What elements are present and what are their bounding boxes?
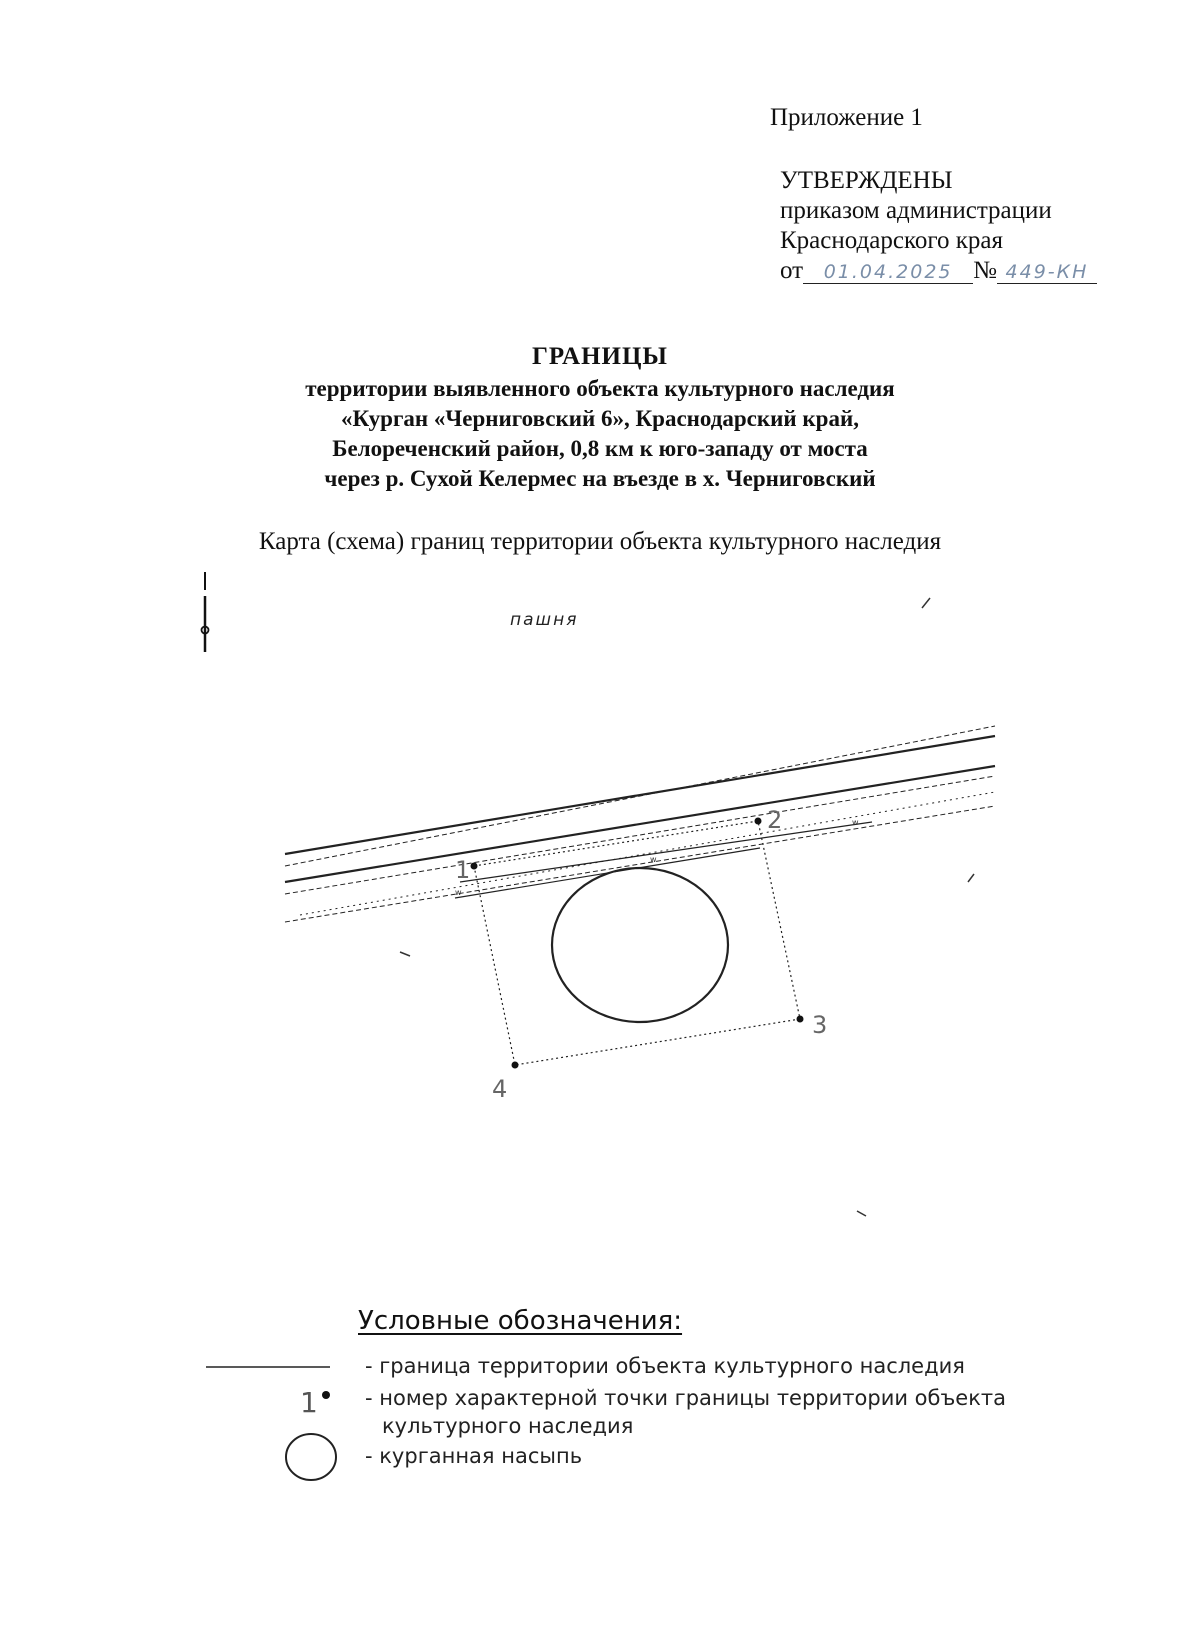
circle-icon bbox=[286, 1434, 336, 1480]
appendix-label: Приложение 1 bbox=[770, 104, 923, 131]
scan-mark bbox=[968, 874, 974, 882]
legend-item-mound: - курганная насыпь bbox=[365, 1444, 583, 1468]
approval-line-3: Краснодарского края bbox=[780, 227, 1003, 254]
legend-item-point-cont: культурного наследия bbox=[382, 1414, 634, 1438]
legend-title: Условные обозначения: bbox=[358, 1306, 683, 1336]
legend-item-boundary: - граница территории объекта культурного наследия bbox=[365, 1354, 965, 1378]
number-sign: № bbox=[973, 257, 997, 284]
map-subtitle: Карта (схема) границ территории объекта культурного наследия bbox=[258, 528, 942, 555]
number-field bbox=[997, 260, 1097, 284]
boundary-point bbox=[492, 1062, 519, 1104]
point-number-symbol: 1 bbox=[300, 1386, 318, 1419]
scan-mark bbox=[857, 1211, 866, 1216]
title-main: ГРАНИЦЫ bbox=[532, 343, 668, 370]
approval-block bbox=[780, 166, 1097, 286]
svg-text:w: w bbox=[650, 855, 657, 864]
date-value: 01.04.2025 bbox=[823, 261, 953, 283]
date-prefix: от bbox=[780, 257, 804, 284]
svg-text:2: 2 bbox=[767, 806, 783, 834]
boundary-map bbox=[0, 560, 1200, 1240]
approval-line-2: приказом администрации bbox=[780, 197, 1052, 224]
svg-text:w: w bbox=[455, 888, 462, 897]
field-label: пашня bbox=[510, 610, 579, 630]
road-lines bbox=[285, 726, 995, 922]
svg-text:w: w bbox=[852, 818, 859, 827]
document-title bbox=[0, 342, 1200, 494]
boundary-point bbox=[755, 806, 783, 834]
boundary-polygon bbox=[474, 821, 800, 1065]
approval-date-line bbox=[780, 256, 1097, 286]
svg-text:4: 4 bbox=[492, 1075, 508, 1103]
boundary-point bbox=[797, 1011, 828, 1039]
number-value: 449-КН bbox=[1005, 261, 1089, 283]
scan-mark bbox=[922, 598, 930, 608]
legend-icons bbox=[0, 1350, 400, 1490]
svg-text:3: 3 bbox=[812, 1011, 828, 1039]
title-line-4: через р. Сухой Келермес на въезде в х. Черниговский bbox=[324, 466, 876, 491]
title-line-2: «Курган «Черниговский 6», Краснодарский край, bbox=[341, 406, 859, 431]
date-field bbox=[803, 260, 973, 284]
point-icon bbox=[322, 1391, 330, 1399]
north-arrow-icon bbox=[202, 572, 209, 652]
mound-circle bbox=[552, 868, 728, 1022]
svg-text:1: 1 bbox=[455, 856, 471, 884]
title-line-1: территории выявленного объекта культурного наследия bbox=[305, 376, 895, 401]
utility-line bbox=[455, 818, 872, 898]
legend-item-point: - номер характерной точки границы территории объекта bbox=[365, 1386, 1007, 1410]
title-line-3: Белореченский район, 0,8 км к юго-западу от моста bbox=[332, 436, 868, 461]
scan-mark bbox=[400, 952, 410, 956]
approval-line-1: УТВЕРЖДЕНЫ bbox=[780, 167, 953, 194]
